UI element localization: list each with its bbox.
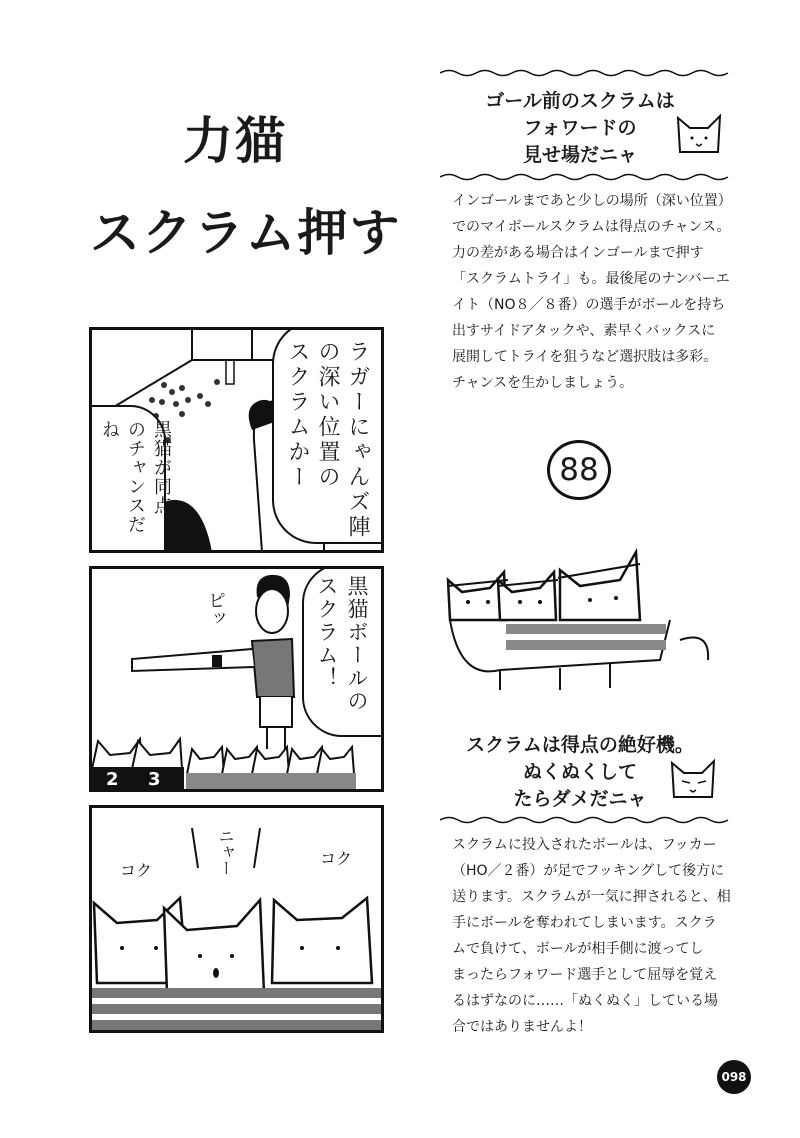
heading-line: 見せ場だニャ — [522, 144, 637, 166]
speech-line: のチャンスだね — [99, 420, 146, 534]
meow-sfx: ニャー — [216, 828, 235, 876]
heading-line: ゴール前のスクラムは — [485, 90, 675, 112]
page-title — [90, 95, 402, 279]
body-line: 「スクラムトライ」も。最後尾のナンバーエ — [452, 271, 730, 287]
jersey-number-3: 3 — [148, 769, 161, 790]
heading-line: フォワードの — [523, 117, 637, 139]
wave-divider-top — [440, 68, 730, 78]
speech-text-right — [282, 340, 372, 540]
speech-line: 黒猫が同点 — [151, 420, 172, 515]
body-line: ムで負けて、ボールが相手側に渡ってし — [452, 941, 704, 957]
wave-divider-bottom — [440, 172, 730, 182]
title-line-2: スクラム押す — [90, 204, 402, 262]
body-line: 力の差がある場合はインゴールまで押す — [452, 245, 704, 261]
section1-body — [452, 188, 732, 396]
comic-panel-3 — [89, 805, 384, 1033]
speech-line: 黒猫ボールの — [345, 575, 369, 713]
body-line: 合ではありませんよ！ — [452, 1019, 592, 1035]
body-line: インゴールまであと少しの場所（深い位置） — [452, 193, 732, 209]
body-line: チャンスを生かしましょう。 — [452, 375, 634, 391]
body-line: スクラムに投入されたボールは、フッカー — [452, 837, 717, 853]
body-line: でのマイボールスクラムは得点のチャンス。 — [452, 219, 731, 235]
body-line: るはずなのに……「ぬくぬく」している場 — [452, 993, 718, 1009]
nod-sfx-right: コク — [320, 849, 353, 868]
section2-body — [452, 832, 731, 1040]
speech-line: スクラムかー — [285, 340, 310, 490]
heading-line: たらダメだニャ — [513, 788, 647, 810]
speech-text — [312, 575, 372, 725]
scrum-cats-illustration — [440, 540, 720, 700]
page-number: 098 — [717, 1060, 751, 1094]
speech-text-left — [96, 420, 174, 552]
body-line: 展開してトライを狙うなど選択肢は多彩。 — [452, 349, 718, 365]
body-line: 送ります。スクラムが一気に押されると、相 — [452, 889, 731, 905]
jersey-number-2: 2 — [106, 769, 119, 790]
section1-heading — [460, 88, 700, 169]
comic-panel-2 — [89, 566, 384, 792]
heading-line: スクラムは得点の絶好機。 — [466, 734, 694, 756]
wave-divider-section2 — [440, 815, 730, 825]
speech-line: の深い位置の — [315, 340, 340, 490]
body-line: 手にボールを奪われてしまいます。スクラ — [452, 915, 717, 931]
heading-line: ぬくぬくして — [522, 761, 637, 783]
body-line: イト（NO８／８番）の選手がボールを持ち — [452, 297, 726, 313]
whistle-sfx: ピッ — [205, 591, 226, 627]
cat-face-icon — [674, 112, 724, 158]
speech-line: ラガーにゃんズ陣 — [345, 340, 370, 540]
episode-number: 88 — [547, 440, 611, 500]
cats-nodding-illustration — [92, 808, 384, 1033]
cat-face-icon — [668, 757, 718, 803]
speech-line: スクラム！ — [315, 575, 339, 690]
title-line-1: 力猫 — [183, 112, 287, 170]
nod-sfx-left: コク — [120, 861, 153, 880]
comic-panel-1 — [89, 327, 384, 553]
body-line: （HO／２番）が足でフッキングして後方に — [452, 863, 725, 879]
body-line: まったらフォワード選手として屈辱を覚え — [452, 967, 718, 983]
body-line: 出すサイドアタックや、素早くバックスに — [452, 323, 716, 339]
